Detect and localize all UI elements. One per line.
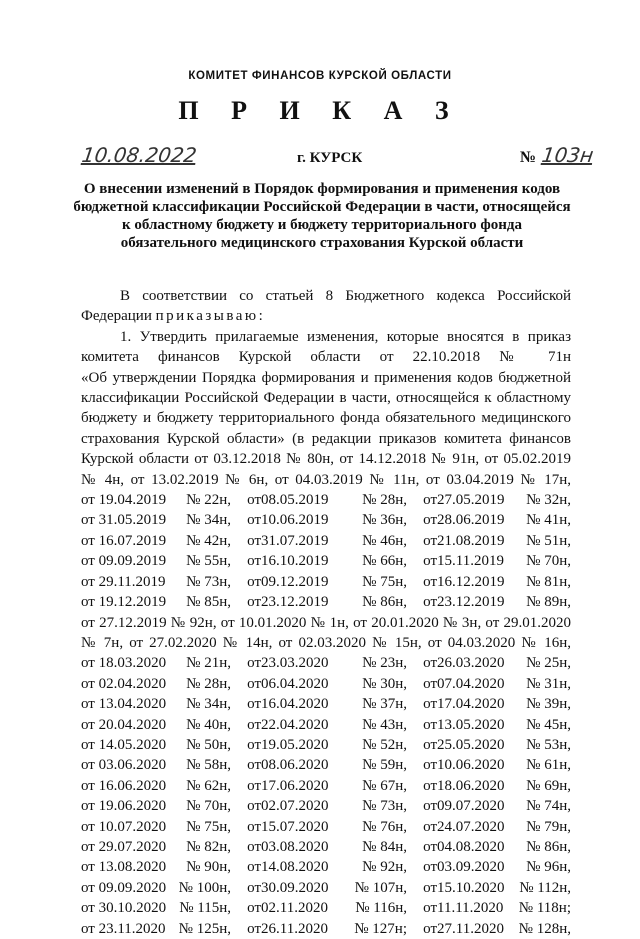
spaced-verb: приказываю: bbox=[155, 308, 266, 325]
number-cell: № 61н, bbox=[526, 757, 571, 774]
body-text: Федерации bbox=[81, 308, 152, 325]
body-line: В соответствии со статьей 8 Бюджетного кодекса Российской bbox=[120, 288, 571, 304]
number-cell: № 75н, bbox=[362, 573, 407, 590]
date-cell: 14.08.2020 bbox=[261, 859, 329, 876]
word-cell: от bbox=[247, 594, 261, 611]
number-cell: № 74н, bbox=[526, 798, 571, 815]
word-cell: от bbox=[423, 573, 437, 590]
date-cell: 31.07.2019 bbox=[261, 532, 329, 549]
number-cell: № 62н, bbox=[186, 777, 231, 794]
date-cell: от 19.12.2019 bbox=[81, 594, 167, 611]
word-cell: от bbox=[247, 859, 261, 876]
date-cell: от 31.05.2019 bbox=[81, 512, 167, 529]
date-cell: от 10.07.2020 bbox=[81, 818, 167, 835]
body-line: № 4н, от 13.02.2019 № 6н, от 04.03.2019 № 11н, от 03.04.2019 № 17н, bbox=[81, 471, 571, 488]
word-cell: от bbox=[423, 818, 437, 835]
word-cell: от bbox=[247, 675, 261, 692]
number-cell: № 85н, bbox=[186, 594, 231, 611]
date-cell: от 30.10.2020 bbox=[81, 900, 167, 917]
table-row bbox=[81, 715, 571, 735]
date-cell: от 19.06.2020 bbox=[81, 798, 167, 815]
table-row bbox=[81, 796, 571, 816]
word-cell: от bbox=[423, 492, 437, 509]
word-cell: от bbox=[423, 920, 437, 937]
number-cell: № 67н, bbox=[362, 777, 407, 794]
number-cell: № 69н, bbox=[526, 777, 571, 794]
amendments-table-1 bbox=[81, 490, 571, 612]
number-cell: № 45н, bbox=[526, 716, 571, 733]
date-cell: 08.05.2019 bbox=[261, 492, 329, 509]
table-row bbox=[81, 592, 571, 612]
number-cell: № 89н, bbox=[526, 594, 571, 611]
word-cell: от bbox=[423, 900, 437, 917]
number-cell: № 53н, bbox=[526, 736, 571, 753]
date-cell: 18.06.2020 bbox=[437, 777, 505, 794]
word-cell: от bbox=[247, 532, 261, 549]
date-cell: 03.08.2020 bbox=[261, 838, 329, 855]
number-cell: № 125н, bbox=[178, 920, 231, 937]
number-cell: № 28н, bbox=[362, 492, 407, 509]
date-cell: 22.04.2020 bbox=[261, 716, 329, 733]
number-cell: № 59н, bbox=[362, 757, 407, 774]
date-cell: 04.08.2020 bbox=[437, 838, 505, 855]
date-cell: от 16.06.2020 bbox=[81, 777, 167, 794]
number-cell: № 73н, bbox=[186, 573, 231, 590]
table-row bbox=[81, 857, 571, 877]
number-cell: № 55н, bbox=[186, 553, 231, 570]
body-line: Курской области от 03.12.2018 № 80н, от 14.12.2018 № 91н, от 05.02.2019 bbox=[81, 451, 571, 468]
number-cell: № 43н, bbox=[362, 716, 407, 733]
word-cell: от bbox=[423, 532, 437, 549]
number-cell: № 127н; bbox=[354, 920, 407, 937]
word-cell: от bbox=[247, 757, 261, 774]
number-cell: № 86н, bbox=[362, 594, 407, 611]
body-line: страхования Курской области» (в редакции приказов комитета финансов bbox=[81, 430, 571, 447]
word-cell: от bbox=[247, 655, 261, 672]
number-cell: № 28н, bbox=[186, 675, 231, 692]
body-line: от 27.12.2019 № 92н, от 10.01.2020 № 1н, от 20.01.2020 № 3н, от 29.01.2020 bbox=[81, 614, 571, 631]
table-row bbox=[81, 919, 571, 939]
number-cell: № 40н, bbox=[186, 716, 231, 733]
date-cell: 23.03.2020 bbox=[261, 655, 329, 672]
date-cell: 11.11.2020 bbox=[437, 900, 504, 917]
body-line: № 7н, от 27.02.2020 № 14н, от 02.03.2020 № 15н, от 04.03.2020 № 16н, bbox=[81, 634, 571, 651]
number-cell: № 92н, bbox=[362, 859, 407, 876]
date-cell: 21.08.2019 bbox=[437, 532, 505, 549]
word-cell: от bbox=[423, 716, 437, 733]
date-cell: от 02.04.2020 bbox=[81, 675, 167, 692]
date-cell: 07.04.2020 bbox=[437, 675, 505, 692]
number-cell: № 41н, bbox=[526, 512, 571, 529]
date-cell: от 29.11.2019 bbox=[81, 573, 166, 590]
table-row bbox=[81, 898, 571, 918]
number-cell: № 37н, bbox=[362, 696, 407, 713]
word-cell: от bbox=[247, 716, 261, 733]
word-cell: от bbox=[247, 900, 261, 917]
table-row bbox=[81, 776, 571, 796]
word-cell: от bbox=[423, 757, 437, 774]
table-row bbox=[81, 572, 571, 592]
date-cell: 16.12.2019 bbox=[437, 573, 505, 590]
number-cell: № 73н, bbox=[362, 798, 407, 815]
document-city: г. КУРСК bbox=[297, 150, 363, 166]
word-cell: от bbox=[247, 573, 261, 590]
body-line: классификации Российской Федерации в части, относящейся к областному bbox=[81, 390, 571, 407]
table-row bbox=[81, 837, 571, 857]
table-row bbox=[81, 531, 571, 551]
number-cell: № 90н, bbox=[186, 859, 231, 876]
date-cell: 09.12.2019 bbox=[261, 573, 329, 590]
org-name: КОМИТЕТ ФИНАНСОВ КУРСКОЙ ОБЛАСТИ bbox=[188, 70, 452, 82]
date-cell: от 18.03.2020 bbox=[81, 655, 167, 672]
word-cell: от bbox=[247, 492, 261, 509]
number-cell: № 96н, bbox=[526, 859, 571, 876]
word-cell: от bbox=[247, 798, 261, 815]
body-line bbox=[81, 306, 571, 326]
number-cell: № 116н, bbox=[355, 900, 407, 917]
date-cell: от 29.07.2020 bbox=[81, 838, 167, 855]
word-cell: от bbox=[247, 838, 261, 855]
number-cell: № 31н, bbox=[526, 675, 571, 692]
word-cell: от bbox=[423, 736, 437, 753]
date-cell: 26.11.2020 bbox=[261, 920, 328, 937]
number-cell: № 51н, bbox=[526, 532, 571, 549]
number-cell: № 46н, bbox=[362, 532, 407, 549]
date-cell: от 13.04.2020 bbox=[81, 696, 167, 713]
amendments-table-2 bbox=[81, 653, 571, 939]
number-cell: № 32н, bbox=[526, 492, 571, 509]
table-row bbox=[81, 490, 571, 510]
date-cell: 17.06.2020 bbox=[261, 777, 329, 794]
number-cell: № 81н, bbox=[526, 573, 571, 590]
number-cell: № 128н, bbox=[518, 920, 571, 937]
date-cell: 25.05.2020 bbox=[437, 736, 505, 753]
number-cell: № 100н, bbox=[178, 879, 231, 896]
date-cell: от 09.09.2019 bbox=[81, 553, 167, 570]
word-cell: от bbox=[247, 696, 261, 713]
date-cell: 23.12.2019 bbox=[437, 594, 505, 611]
table-row bbox=[81, 694, 571, 714]
body-line: бюджету и бюджету территориального фонда обязательного медицинского bbox=[81, 410, 571, 427]
date-cell: 26.03.2020 bbox=[437, 655, 505, 672]
date-cell: 08.06.2020 bbox=[261, 757, 329, 774]
document-date: 10.08.2022 bbox=[80, 143, 199, 167]
document-number bbox=[520, 143, 596, 167]
table-row bbox=[81, 755, 571, 775]
word-cell: от bbox=[423, 859, 437, 876]
table-row bbox=[81, 674, 571, 694]
word-cell: от bbox=[247, 777, 261, 794]
number-cell: № 23н, bbox=[362, 655, 407, 672]
word-cell: от bbox=[423, 512, 437, 529]
word-cell: от bbox=[423, 798, 437, 815]
date-cell: от 13.08.2020 bbox=[81, 859, 167, 876]
document-subject: О внесении изменений в Порядок формирования и применения кодов бюджетной классификации Российской Федерации в части, относящейся к областному бюджету и бюджету территориального фонда обязательного медицинского страхования Курской области bbox=[73, 181, 571, 251]
date-cell: от 03.06.2020 bbox=[81, 757, 167, 774]
word-cell: от bbox=[423, 879, 437, 896]
date-cell: 16.10.2019 bbox=[261, 553, 329, 570]
number-cell: № 112н, bbox=[519, 879, 571, 896]
number-value: 103н bbox=[540, 143, 596, 167]
date-cell: 30.09.2020 bbox=[261, 879, 329, 896]
number-cell: № 70н, bbox=[186, 798, 231, 815]
date-cell: 15.07.2020 bbox=[261, 818, 329, 835]
word-cell: от bbox=[423, 655, 437, 672]
date-cell: 19.05.2020 bbox=[261, 736, 329, 753]
number-cell: № 34н, bbox=[186, 696, 231, 713]
number-cell: № 115н, bbox=[179, 900, 231, 917]
date-cell: 16.04.2020 bbox=[261, 696, 329, 713]
date-cell: 15.11.2019 bbox=[437, 553, 504, 570]
date-cell: 06.04.2020 bbox=[261, 675, 329, 692]
document-body bbox=[81, 286, 571, 939]
number-cell: № 107н, bbox=[354, 879, 407, 896]
word-cell: от bbox=[423, 777, 437, 794]
number-cell: № 66н, bbox=[362, 553, 407, 570]
word-cell: от bbox=[247, 736, 261, 753]
body-line: «Об утверждении Порядка формирования и применения кодов бюджетной bbox=[81, 369, 571, 386]
number-cell: № 84н, bbox=[362, 838, 407, 855]
document-title: П Р И К А З bbox=[178, 96, 462, 125]
number-cell: № 34н, bbox=[186, 512, 231, 529]
table-row bbox=[81, 551, 571, 571]
date-cell: от 23.11.2020 bbox=[81, 920, 166, 937]
number-cell: № 39н, bbox=[526, 696, 571, 713]
date-cell: 28.06.2019 bbox=[437, 512, 505, 529]
date-cell: от 14.05.2020 bbox=[81, 736, 167, 753]
word-cell: от bbox=[423, 594, 437, 611]
word-cell: от bbox=[247, 553, 261, 570]
date-cell: 15.10.2020 bbox=[437, 879, 505, 896]
date-cell: 10.06.2019 bbox=[261, 512, 329, 529]
number-cell: № 30н, bbox=[362, 675, 407, 692]
number-cell: № 70н, bbox=[526, 553, 571, 570]
table-row bbox=[81, 653, 571, 673]
number-cell: № 86н, bbox=[526, 838, 571, 855]
date-cell: 09.07.2020 bbox=[437, 798, 505, 815]
number-cell: № 42н, bbox=[186, 532, 231, 549]
date-cell: 02.11.2020 bbox=[261, 900, 328, 917]
date-cell: 13.05.2020 bbox=[437, 716, 505, 733]
date-cell: от 19.04.2019 bbox=[81, 492, 167, 509]
word-cell: от bbox=[247, 920, 261, 937]
body-line: 1. Утвердить прилагаемые изменения, которые вносятся в приказ bbox=[120, 328, 571, 345]
body-line: комитета финансов Курской области от 22.10.2018 № 71н bbox=[81, 349, 571, 366]
number-cell: № 75н, bbox=[186, 818, 231, 835]
number-cell: № 36н, bbox=[362, 512, 407, 529]
number-cell: № 58н, bbox=[186, 757, 231, 774]
date-cell: 27.05.2019 bbox=[437, 492, 505, 509]
date-cell: 17.04.2020 bbox=[437, 696, 505, 713]
number-cell: № 79н, bbox=[526, 818, 571, 835]
word-cell: от bbox=[247, 512, 261, 529]
number-sign: № bbox=[520, 149, 537, 166]
date-cell: от 16.07.2019 bbox=[81, 532, 167, 549]
date-cell: 03.09.2020 bbox=[437, 859, 505, 876]
number-cell: № 76н, bbox=[362, 818, 407, 835]
date-cell: от 09.09.2020 bbox=[81, 879, 167, 896]
number-cell: № 22н, bbox=[186, 492, 231, 509]
date-cell: 23.12.2019 bbox=[261, 594, 329, 611]
number-cell: № 82н, bbox=[186, 838, 231, 855]
number-cell: № 52н, bbox=[362, 736, 407, 753]
number-cell: № 25н, bbox=[526, 655, 571, 672]
date-cell: 24.07.2020 bbox=[437, 818, 505, 835]
date-cell: 10.06.2020 bbox=[437, 757, 505, 774]
table-row bbox=[81, 878, 571, 898]
number-cell: № 21н, bbox=[186, 655, 231, 672]
word-cell: от bbox=[247, 879, 261, 896]
table-row bbox=[81, 817, 571, 837]
word-cell: от bbox=[247, 818, 261, 835]
table-row bbox=[81, 735, 571, 755]
word-cell: от bbox=[423, 553, 437, 570]
date-cell: 27.11.2020 bbox=[437, 920, 504, 937]
date-cell: 02.07.2020 bbox=[261, 798, 329, 815]
word-cell: от bbox=[423, 696, 437, 713]
table-row bbox=[81, 510, 571, 530]
number-cell: № 118н; bbox=[518, 900, 571, 917]
number-cell: № 50н, bbox=[186, 736, 231, 753]
word-cell: от bbox=[423, 838, 437, 855]
word-cell: от bbox=[423, 675, 437, 692]
date-cell: от 20.04.2020 bbox=[81, 716, 167, 733]
